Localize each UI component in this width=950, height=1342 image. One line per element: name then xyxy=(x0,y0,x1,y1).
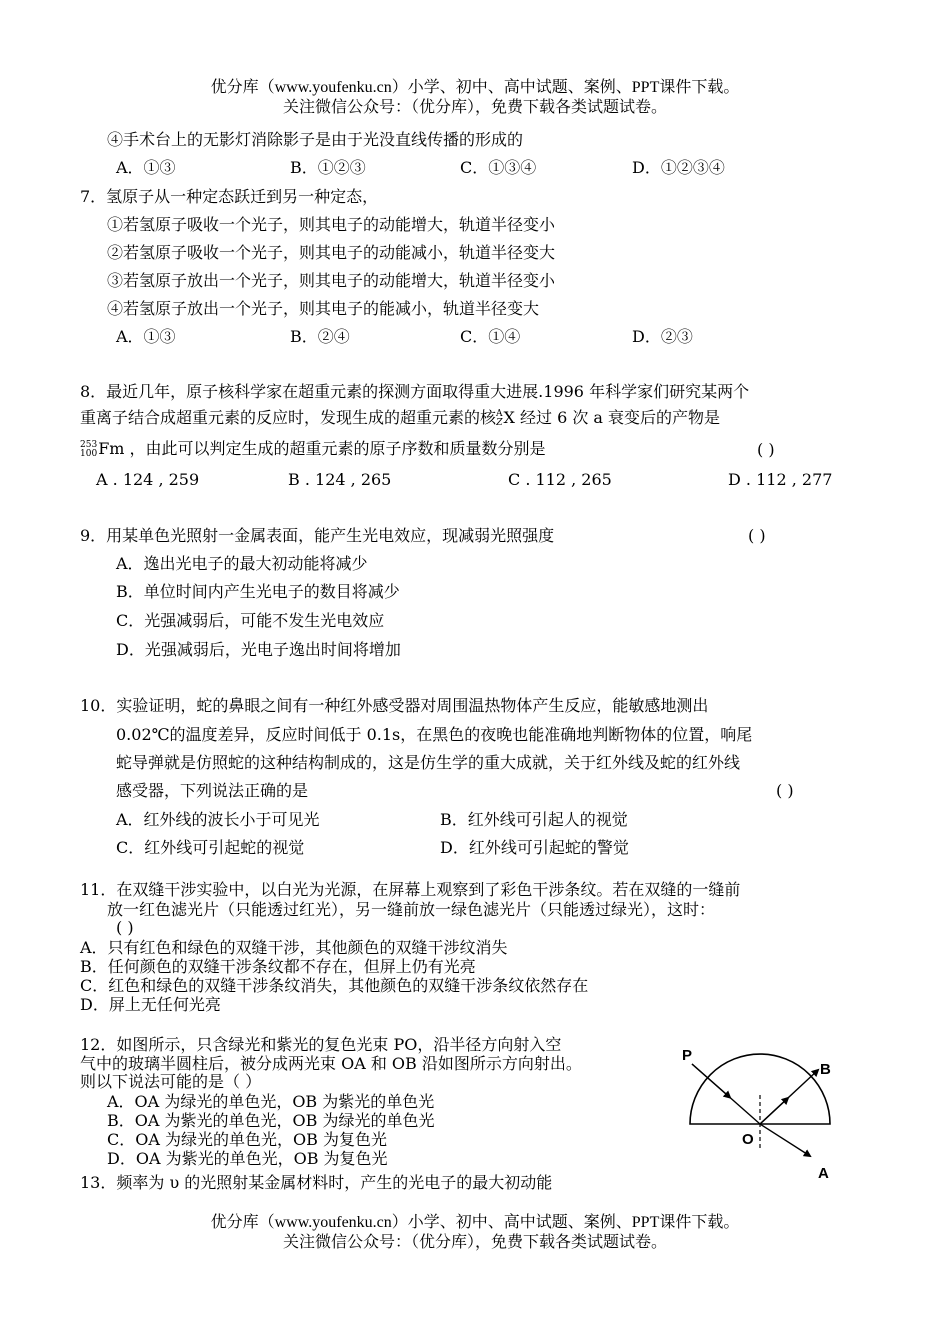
q8-option-c: C . 112 , 265 xyxy=(508,470,612,489)
q10-line-3: 蛇导弹就是仿照蛇的这种结构制成的，这是仿生学的重大成就，关于红外线及蛇的红外线 xyxy=(116,753,741,772)
q12-option-c: C．OA 为绿光的单色光，OB 为复色光 xyxy=(107,1130,387,1149)
q8-fm-atomic-number: 100 xyxy=(80,448,98,459)
q8-line-3-text: Fm ，由此可以判定生成的超重元素的原子序数和质量数分别是 xyxy=(98,439,546,458)
q10-line-4: 感受器，下列说法正确的是 xyxy=(116,781,309,800)
label-p: P xyxy=(682,1047,693,1064)
q6-option-c: C．①③④ xyxy=(460,158,537,177)
q12-figure xyxy=(680,1040,860,1190)
q6-option-a: A．①③ xyxy=(116,158,176,177)
q8-option-b: B . 124 , 265 xyxy=(288,470,392,489)
q10-option-d: D．红外线可引起蛇的警觉 xyxy=(440,838,629,857)
q11-line-1: 11．在双缝干涉实验中，以白光为光源，在屏幕上观察到了彩色干涉条纹。若在双缝的一缝前 xyxy=(80,880,741,899)
q7-option-c: C．①④ xyxy=(460,327,521,346)
q12-line-2: 气中的玻璃半圆柱后，被分成两光束 OA 和 OB 沿如图所示方向射出。 xyxy=(80,1054,582,1073)
q7-item-4: ④若氢原子放出一个光子，则其电子的能减小，轨道半径变大 xyxy=(107,299,540,318)
q10-option-b: B．红外线可引起人的视觉 xyxy=(440,810,628,829)
q7-item-1: ①若氢原子吸收一个光子，则其电子的动能增大，轨道半径变小 xyxy=(107,215,556,234)
q9-stem: 9．用某单色光照射一金属表面，能产生光电效应，现减弱光照强度 xyxy=(80,526,555,545)
q6-item-4: ④手术台上的无影灯消除影子是由于光没直线传播的形成的 xyxy=(107,130,524,149)
q8-line-2-text-a: 重离子结合成超重元素的反应时，发现生成的超重元素的核 xyxy=(80,408,497,427)
footer-line-2: 关注微信公众号：（优分库），免费下载各类试题试卷。 xyxy=(282,1234,667,1251)
q12-option-d: D．OA 为紫光的单色光，OB 为复色光 xyxy=(107,1149,388,1168)
q8-line-2 xyxy=(80,408,720,428)
q12-option-b: B．OA 为紫光的单色光，OB 为绿光的单色光 xyxy=(107,1111,435,1130)
footer-line-1: 优分库（www.youfenku.cn）小学、初中、高中试题、案例、PPT课件下载。 xyxy=(210,1214,740,1231)
q10-answer-paren: ( ) xyxy=(776,781,794,800)
q7-option-a: A．①③ xyxy=(116,327,176,346)
q10-option-a: A．红外线的波长小于可见光 xyxy=(116,810,320,829)
q8-option-d: D . 112 , 277 xyxy=(728,470,833,489)
q9-option-c: C．光强减弱后，可能不发生光电效应 xyxy=(116,611,385,630)
q7-item-2: ②若氢原子吸收一个光子，则其电子的动能减小，轨道半径变大 xyxy=(107,243,556,262)
q12-line-3: 则以下说法可能的是（ ） xyxy=(80,1072,262,1091)
q11-option-b: B．任何颜色的双缝干涉条纹都不存在，但屏上仍有光亮 xyxy=(80,957,476,976)
q11-option-c: C．红色和绿色的双缝干涉条纹消失，其他颜色的双缝干涉条纹依然存在 xyxy=(80,976,589,995)
q9-option-d: D．光强减弱后，光电子逸出时间将增加 xyxy=(116,640,401,659)
label-a: A xyxy=(818,1165,829,1182)
ray-ob-mid-arrow xyxy=(760,1098,788,1124)
q7-item-3: ③若氢原子放出一个光子，则其电子的动能增大，轨道半径变小 xyxy=(107,271,556,290)
label-o: O xyxy=(742,1131,754,1148)
header-line-1: 优分库（www.youfenku.cn）小学、初中、高中试题、案例、PPT课件下载。 xyxy=(210,79,740,96)
q8-x-mass-number: A xyxy=(496,408,503,419)
q11-option-d: D．屏上无任何光亮 xyxy=(80,995,221,1014)
q8-fm-isotope xyxy=(80,441,97,459)
q10-option-c: C．红外线可引起蛇的视觉 xyxy=(116,838,305,857)
q8-fm-mass-number: 253 xyxy=(80,439,98,450)
q10-line-1: 10．实验证明，蛇的鼻眼之间有一种红外感受器对周围温热物体产生反应，能敏感地测出 xyxy=(80,696,709,715)
q9-option-b: B．单位时间内产生光电子的数目将减少 xyxy=(116,582,400,601)
q8-line-2-text-b: X 经过 6 次 a 衰变后的产物是 xyxy=(503,408,721,427)
q10-line-2: 0.02℃的温度差异，反应时间低于 0.1s，在黑色的夜晚也能准确地判断物体的位置，响尾 xyxy=(116,725,753,744)
q8-x-atomic-number: Z xyxy=(496,417,503,428)
q11-option-a: A．只有红色和绿色的双缝干涉，其他颜色的双缝干涉纹消失 xyxy=(80,938,508,957)
q12-option-a: A．OA 为绿光的单色光，OB 为紫光的单色光 xyxy=(107,1092,435,1111)
q11-answer-paren: ( ) xyxy=(116,918,134,937)
q7-option-b: B．②④ xyxy=(290,327,350,346)
q8-nucleus-x-symbol xyxy=(496,410,503,428)
q12-line-1: 12．如图所示，只含绿光和紫光的复色光束 PO，沿半径方向射入空 xyxy=(80,1035,562,1054)
q9-answer-paren: ( ) xyxy=(748,526,766,545)
q7-stem: 7．氢原子从一种定态跃迁到另一种定态， xyxy=(80,187,379,206)
q9-option-a: A．逸出光电子的最大初动能将减少 xyxy=(116,554,368,573)
label-b: B xyxy=(820,1061,831,1078)
q6-option-d: D．①②③④ xyxy=(632,158,725,177)
q8-line-1: 8．最近几年，原子核科学家在超重元素的探测方面取得重大进展.1996 年科学家们研究某两个 xyxy=(80,382,750,401)
q6-option-b: B．①②③ xyxy=(290,158,366,177)
q8-option-a: A . 124 , 259 xyxy=(96,470,200,489)
glass-semicircle xyxy=(690,1054,830,1124)
q7-option-d: D．②③ xyxy=(632,327,693,346)
ray-oa xyxy=(760,1124,810,1156)
q8-answer-paren: ( ) xyxy=(757,440,775,459)
q13-line-1: 13．频率为 υ 的光照射某金属材料时，产生的光电子的最大初动能 xyxy=(80,1173,553,1192)
header-line-2: 关注微信公众号：（优分库），免费下载各类试题试卷。 xyxy=(282,99,667,116)
q11-line-2: 放一红色滤光片（只能透过红光），另一缝前放一绿色滤光片（只能透过绿光），这时： xyxy=(107,900,716,919)
q8-line-3 xyxy=(80,439,546,459)
